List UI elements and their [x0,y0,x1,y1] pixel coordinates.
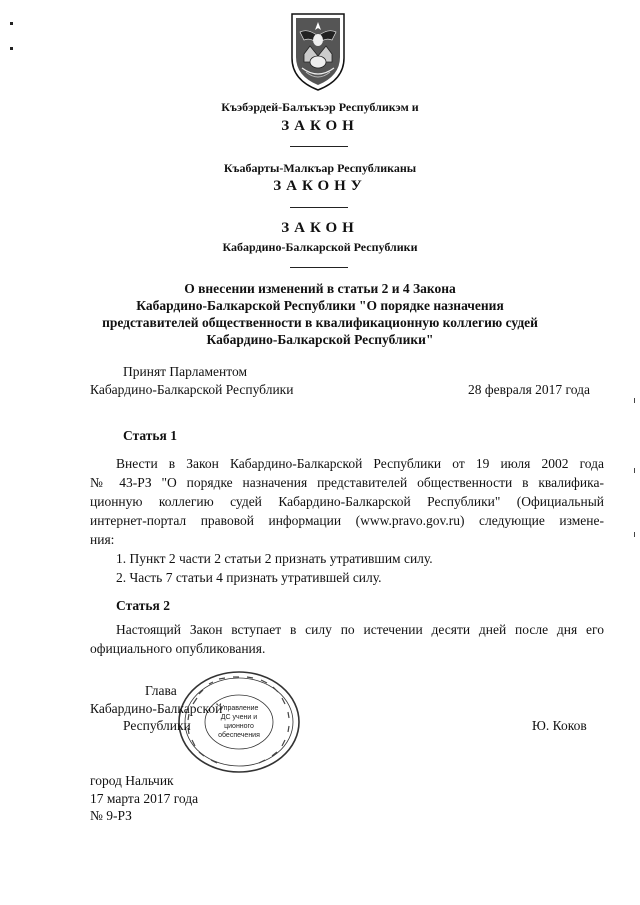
issue-city: город Нальчик [90,773,174,788]
article-2-heading: Статья 2 [116,598,170,613]
adoption-date: 28 февраля 2017 года [468,382,590,397]
stamp-text: обеспечения [218,732,260,739]
article-1-item: 2. Часть 7 статьи 4 признать утратившей силу. [116,570,382,585]
law-title-line: О внесении изменений в статьи 2 и 4 Закона [184,281,456,296]
adopted-by-republic: Кабардино-Балкарской Республики [90,382,294,397]
margin-mark [634,398,635,403]
stamp-text: ционного [224,723,254,730]
header-kabardian: Къэбэрдей-Балъкъэр Республикэм и [221,100,419,114]
margin-mark [10,22,13,25]
margin-mark [634,532,635,537]
signatory-name: Ю. Коков [532,718,587,733]
law-number: № 9-РЗ [90,808,132,823]
article-1-text: ционную коллегию судей Кабардино-Балкарской Республики" (Официальный [90,494,604,509]
signature-title: Республики [123,718,191,733]
signature-title: Глава [145,683,177,698]
issue-date: 17 марта 2017 года [90,791,199,806]
coat-of-arms-emblem [288,10,348,92]
margin-mark [10,47,13,50]
signature-title: Кабардино-Балкарской [90,701,223,716]
adopted-by-parliament: Принят Парламентом [123,364,247,379]
margin-mark [634,468,635,473]
article-1-text: ния: [90,532,115,547]
article-1-text: Внести в Закон Кабардино-Балкарской Республики от 19 июля 2002 года [116,456,604,471]
header-word-zakonu: ЗАКОНУ [273,178,367,194]
article-1-heading: Статья 1 [123,428,177,443]
law-title-line: представителей общественности в квалификационную коллегию судей [102,315,538,330]
law-title-line: Кабардино-Балкарской Республики "О порядке назначения [136,298,504,313]
divider [290,146,348,147]
article-1-text: интернет-портал правовой информации (www.pravo.gov.ru) следующие измене- [90,513,604,528]
stamp-text: Управление [219,705,259,712]
official-seal-stamp [175,668,303,776]
article-2-text: официального опубликования. [90,641,266,656]
article-1-item: 1. Пункт 2 части 2 статьи 2 признать утратившим силу. [116,551,433,566]
header-balkar: Къабарты-Малкъар Республиканы [223,161,417,175]
header-word-zakon-kabardian: ЗАКОН [281,118,359,134]
divider [290,207,348,208]
header-russian: Кабардино-Балкарской Республики [222,240,418,254]
article-1-text: № 43-РЗ "О порядке назначения представителей общественности в квалифика- [90,475,604,490]
divider [290,267,348,268]
article-2-text: Настоящий Закон вступает в силу по истечении десяти дней после дня его [116,622,604,637]
stamp-text: ДС учени и [220,714,258,721]
header-word-zakon-russian: ЗАКОН [281,220,359,236]
law-title-line: Кабардино-Балкарской Республики" [206,332,434,347]
